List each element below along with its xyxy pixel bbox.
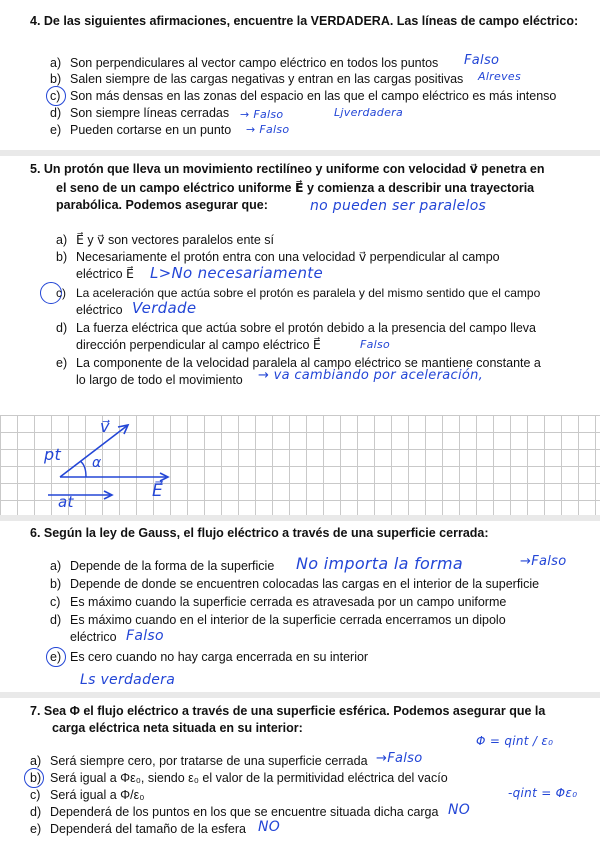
q7-formula-2: -qint = Φε₀ <box>508 786 578 800</box>
q5-note-e: → va cambiando por aceleración, <box>258 368 484 383</box>
q5-option-b: b) Necesariamente el protón entra con una velocidad v⃗ perpendicular al campo <box>56 250 500 264</box>
q5-option-c-line2: eléctrico <box>76 303 123 317</box>
q7-option-c: c) Será igual a Φ/ε₀ <box>30 788 145 802</box>
q6-option-d: d) Es máximo cuando en el interior de la superficie cerrada encerramos un dipolo <box>50 613 506 627</box>
q7-option-a: a) Será siempre cero, por tratarse de una superficie cerrada <box>30 754 368 768</box>
q4-note-d2: Ljverdadera <box>334 106 404 119</box>
question-4 <box>0 0 600 150</box>
question-7 <box>0 698 600 848</box>
q5-option-c: c) La aceleración que actúa sobre el protón es paralela y del mismo sentido que el campo <box>56 286 541 300</box>
q6-option-a: a) Depende de la forma de la superficie <box>50 559 275 573</box>
q4-note-d1: → Falso <box>240 108 284 121</box>
q7-note-a: →Falso <box>376 751 423 766</box>
q4-option-b: b) Salen siempre de las cargas negativas y entran en las cargas positivas <box>50 72 464 86</box>
q7-option-e: e) Dependerá del tamaño de la esfera <box>30 822 246 836</box>
graph-paper <box>0 415 600 515</box>
q5-title-note: no pueden ser paralelos <box>310 198 487 214</box>
q4-note-e: → Falso <box>246 123 290 136</box>
q6-note-a2: →Falso <box>520 554 567 569</box>
q5-option-e: e) La componente de la velocidad paralela al campo eléctrico se mantiene constante a <box>56 356 541 370</box>
q5-option-e-line2: lo largo de todo el movimiento <box>76 373 243 387</box>
q7-formula-1: Φ = qint / ε₀ <box>476 734 554 748</box>
sketch-label-pt: pt <box>44 445 62 464</box>
q6-title: 6. Según la ley de Gauss, el flujo eléctrico a través de una superficie cerrada: <box>30 526 489 540</box>
q5-option-d: d) La fuerza eléctrica que actúa sobre el protón debido a la presencia del campo lleva <box>56 321 537 335</box>
sketch-label-v: v⃗ <box>100 417 110 436</box>
q6-option-c: c) Es máximo cuando la superficie cerrada es atravesada por un campo uniforme <box>50 595 507 609</box>
q5-note-d: Falso <box>360 338 391 351</box>
sketch-label-alpha: α <box>92 455 102 471</box>
q6-note-e: Ls verdadera <box>80 672 176 688</box>
q4-note-b: Alreves <box>478 70 521 83</box>
q5-option-d-line2: dirección perpendicular al campo eléctrico E⃗ <box>76 338 321 352</box>
q5-title-line3: parabólica. Podemos asegurar que: <box>56 198 268 212</box>
q5-option-b-line2: eléctrico E⃗ <box>76 267 134 281</box>
q7-title-line1: 7. Sea Φ el flujo eléctrico a través de una superficie esférica. Podemos asegurar que la <box>30 704 546 718</box>
question-6 <box>0 521 600 692</box>
q5-title-line2: el seno de un campo eléctrico uniforme E⃗ y comienza a describir una trayectoria <box>56 181 535 195</box>
q5-option-a: a) E⃗ y v⃗ son vectores paralelos ente sí <box>56 233 275 247</box>
q6-note-a1: No importa la forma <box>296 554 463 573</box>
q5-note-c: Verdade <box>132 299 197 317</box>
sketch-label-at: at <box>58 493 74 511</box>
q4-option-e: e) Pueden cortarse en un punto <box>50 123 232 137</box>
q6-note-d: Falso <box>126 628 164 644</box>
q4-option-d: d) Son siempre líneas cerradas <box>50 106 230 120</box>
q7-option-b: b) Será igual a Φε₀, siendo ε₀ el valor de la permitividad eléctrica del vacío <box>30 771 448 785</box>
q5-title-line1: 5. Un protón que lleva un movimiento rectilíneo y uniforme con velocidad v⃗ penetra en <box>30 162 545 176</box>
q7-note-d: NO <box>448 802 471 818</box>
q7-option-d: d) Dependerá de los puntos en los que se encuentre situada dicha carga <box>30 805 439 819</box>
q6-option-b: b) Depende de donde se encuentren colocadas las cargas en el interior de la superficie <box>50 577 540 591</box>
q6-option-d-line2: eléctrico <box>70 630 117 644</box>
q5-note-b: L>No necesariamente <box>150 264 323 282</box>
q4-note-a: Falso <box>464 53 500 68</box>
q4-title: 4. De las siguientes afirmaciones, encuentre la VERDADERA. Las líneas de campo eléctrico: <box>30 14 579 28</box>
sketch-label-E: E⃗ <box>152 481 164 501</box>
q4-option-c: c) Son más densas en las zonas del espacio en las que el campo eléctrico es más intenso <box>50 89 557 103</box>
angle-arc <box>80 461 86 477</box>
q6-option-e: e) Es cero cuando no hay carga encerrada en su interior <box>50 650 369 664</box>
q4-option-a: a) Son perpendiculares al vector campo eléctrico en todos los puntos <box>50 56 439 70</box>
q7-title-line2: carga eléctrica neta situada en su interior: <box>52 721 303 735</box>
question-5 <box>0 156 600 415</box>
vector-sketch <box>0 415 600 515</box>
q7-note-e: NO <box>258 819 281 835</box>
